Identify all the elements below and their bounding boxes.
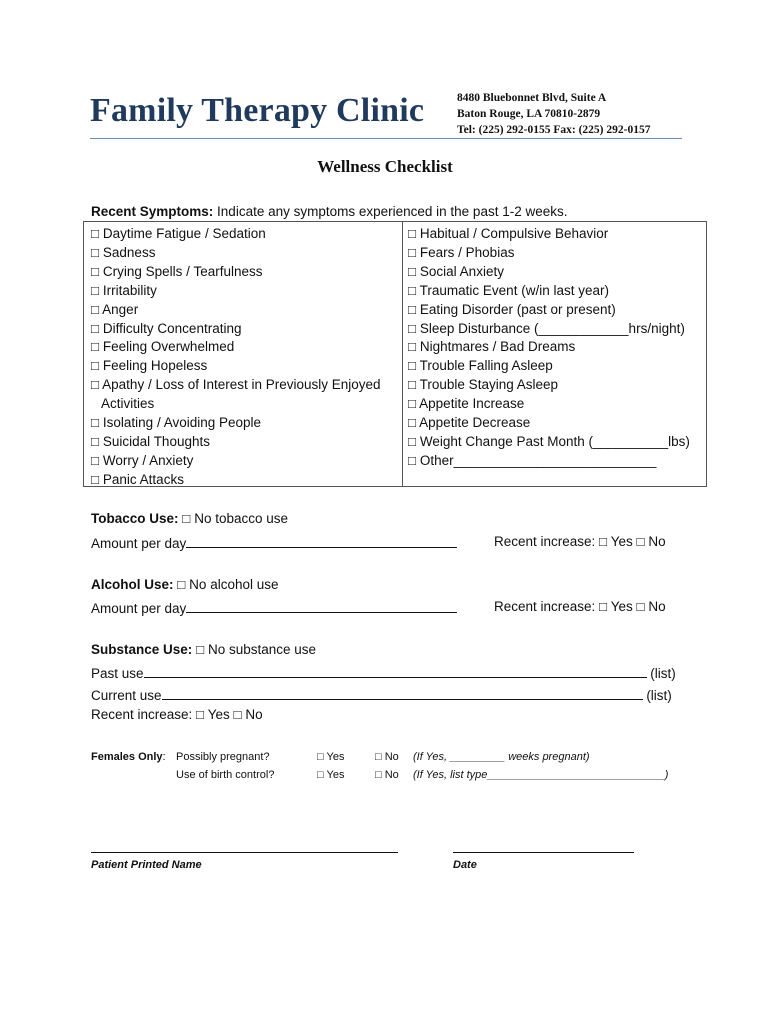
females-only-label [91, 751, 166, 763]
address-line-1: 8480 Bluebonnet Blvd, Suite A [457, 92, 607, 104]
females-only-colon: : [162, 751, 166, 763]
birth-control-yes-checkbox[interactable]: □ Yes [317, 769, 345, 781]
symptom-checkbox[interactable]: □ Feeling Hopeless [91, 358, 208, 374]
symptom-checkbox[interactable]: □ Fears / Phobias [408, 244, 515, 260]
clinic-address [457, 90, 650, 138]
symptom-checkbox[interactable]: □ Social Anxiety [408, 263, 504, 279]
symptom-checkbox[interactable]: □ Sleep Disturbance (____________hrs/night) [408, 320, 685, 336]
tobacco-section [91, 511, 288, 526]
no-substance-checkbox[interactable]: □ No substance use [196, 642, 317, 657]
alcohol-amount-row [91, 599, 457, 616]
symptoms-heading-label: Recent Symptoms: [91, 204, 214, 219]
alcohol-amount-label: Amount per day [91, 601, 187, 616]
symptom-checkbox[interactable]: □ Apathy / Loss of Interest in Previously Enjoyed Activities [91, 377, 381, 412]
symptom-column-left [91, 225, 396, 490]
symptom-checkbox[interactable]: □ Eating Disorder (past or present) [408, 301, 616, 317]
pregnant-weeks-note[interactable]: (If Yes, _________ weeks pregnant) [413, 751, 590, 763]
symptom-checkbox[interactable]: □ Weight Change Past Month (__________lbs) [408, 433, 690, 449]
column-divider [402, 222, 403, 486]
symptom-checkbox[interactable]: □ Sadness [91, 244, 156, 260]
symptom-checkbox[interactable]: □ Irritability [91, 282, 157, 298]
tobacco-label: Tobacco Use: [91, 511, 179, 526]
current-use-list-suffix: (list) [646, 688, 672, 703]
substance-section [91, 642, 316, 657]
tobacco-amount-row [91, 534, 457, 551]
symptom-checkbox[interactable]: □ Traumatic Event (w/in last year) [408, 282, 609, 298]
tobacco-recent-increase[interactable]: Recent increase: □ Yes □ No [494, 534, 666, 549]
symptom-checkbox[interactable]: □ Suicidal Thoughts [91, 433, 210, 449]
past-use-field[interactable] [144, 664, 647, 678]
alcohol-label: Alcohol Use: [91, 577, 174, 592]
no-tobacco-checkbox[interactable]: □ No tobacco use [182, 511, 289, 526]
pregnant-no-checkbox[interactable]: □ No [375, 751, 399, 763]
birth-control-note-wrap [413, 769, 668, 781]
symptom-checkbox[interactable]: □ Feeling Overwhelmed [91, 339, 235, 355]
birth-control-type-note[interactable]: (If Yes, list type_____________________________) [413, 769, 669, 781]
symptom-column-right [408, 225, 703, 471]
header-divider [90, 138, 682, 139]
symptom-checkbox[interactable]: □ Difficulty Concentrating [91, 320, 242, 336]
substance-recent-increase[interactable]: Recent increase: □ Yes □ No [91, 707, 263, 722]
symptom-checkbox[interactable]: □ Trouble Falling Asleep [408, 358, 553, 374]
symptom-checkbox[interactable]: □ Nightmares / Bad Dreams [408, 339, 576, 355]
patient-name-label: Patient Printed Name [91, 859, 202, 871]
alcohol-section [91, 577, 279, 592]
pregnant-question: Possibly pregnant? [176, 751, 270, 763]
pregnant-note-wrap [413, 751, 590, 763]
substance-label: Substance Use: [91, 642, 193, 657]
symptom-checkbox[interactable]: □ Daytime Fatigue / Sedation [91, 226, 266, 241]
symptoms-heading-text: Indicate any symptoms experienced in the past 1-2 weeks. [217, 204, 568, 219]
past-use-label: Past use [91, 666, 144, 681]
symptom-checkbox[interactable]: □ Worry / Anxiety [91, 452, 194, 468]
address-line-2: Baton Rouge, LA 70810-2879 [457, 108, 601, 120]
patient-name-line[interactable] [91, 852, 398, 853]
current-use-field[interactable] [162, 686, 643, 700]
page-title: Wellness Checklist [317, 157, 453, 176]
alcohol-recent-increase[interactable]: Recent increase: □ Yes □ No [494, 599, 666, 614]
symptom-checkbox[interactable]: □ Habitual / Compulsive Behavior [408, 226, 609, 241]
symptoms-heading [91, 204, 567, 219]
symptom-checkbox[interactable]: □ Panic Attacks [91, 471, 184, 487]
alcohol-amount-field[interactable] [186, 599, 457, 613]
current-use-label: Current use [91, 688, 162, 703]
symptom-checkbox[interactable]: □ Isolating / Avoiding People [91, 415, 262, 431]
no-alcohol-checkbox[interactable]: □ No alcohol use [177, 577, 279, 592]
current-use-row [91, 686, 672, 703]
symptom-checkbox[interactable]: □ Appetite Decrease [408, 415, 531, 431]
birth-control-question: Use of birth control? [176, 769, 275, 781]
tobacco-amount-field[interactable] [186, 534, 457, 548]
females-only-heading: Females Only [91, 751, 163, 763]
symptom-checklist-table [83, 221, 707, 487]
symptom-checkbox[interactable]: □ Other___________________________ [408, 452, 657, 468]
date-line[interactable] [453, 852, 634, 853]
pregnant-yes-checkbox[interactable]: □ Yes [317, 751, 345, 763]
symptom-checkbox[interactable]: □ Appetite Increase [408, 396, 525, 412]
symptom-checkbox[interactable]: □ Trouble Staying Asleep [408, 377, 558, 393]
symptom-checkbox[interactable]: □ Anger [91, 301, 139, 317]
clinic-name: Family Therapy Clinic [90, 92, 425, 129]
phone-fax: Tel: (225) 292-0155 Fax: (225) 292-0157 [457, 124, 651, 136]
tobacco-amount-label: Amount per day [91, 536, 187, 551]
date-label: Date [453, 859, 477, 871]
birth-control-no-checkbox[interactable]: □ No [375, 769, 399, 781]
past-use-list-suffix: (list) [650, 666, 676, 681]
past-use-row [91, 664, 676, 681]
symptom-checkbox[interactable]: □ Crying Spells / Tearfulness [91, 263, 263, 279]
